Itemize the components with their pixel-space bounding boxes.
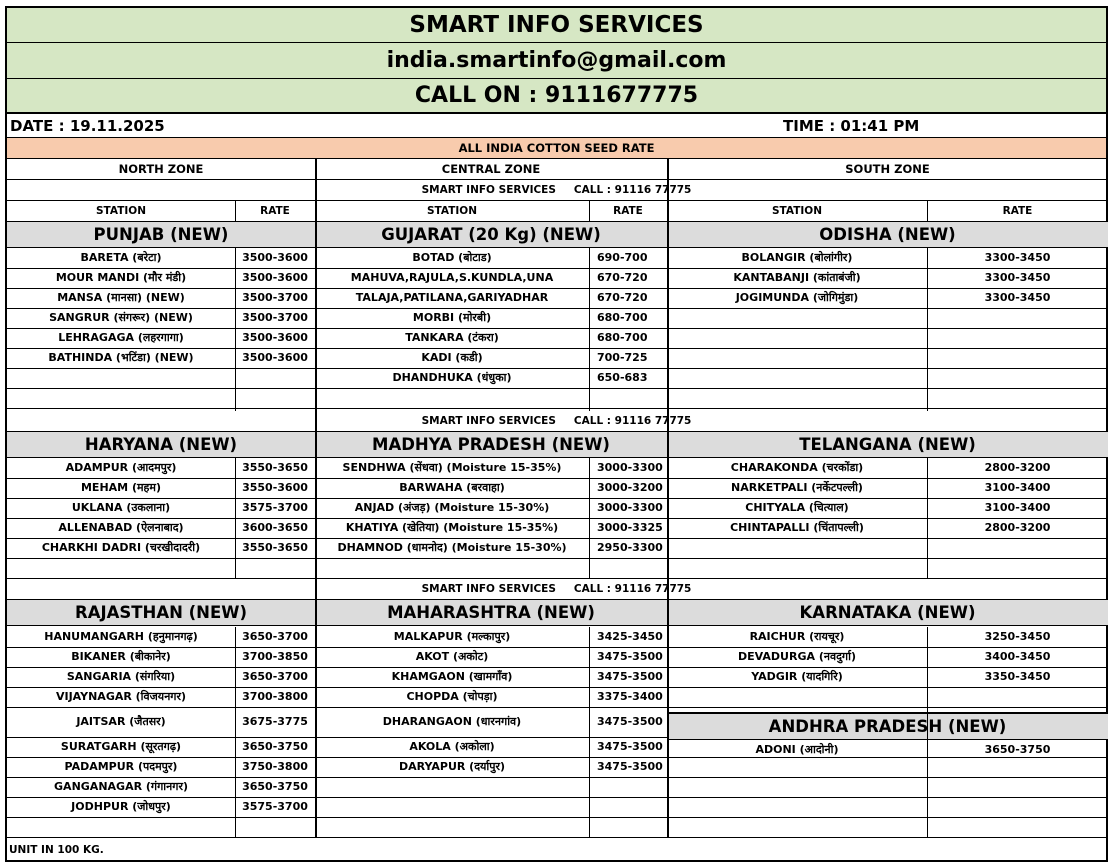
row-divider bbox=[7, 368, 1108, 369]
rate-value: 3300-3450 bbox=[984, 291, 1051, 304]
rate-value: 3000-3325 bbox=[597, 521, 663, 534]
rate-value: 3575-3700 bbox=[242, 501, 308, 514]
rate-value: 3350-3450 bbox=[984, 670, 1051, 683]
row-divider bbox=[7, 408, 1108, 409]
row-divider bbox=[7, 578, 1108, 579]
rate-value: 3475-3500 bbox=[597, 715, 663, 728]
station-name: DHAMNOD (धामनोद) (Moisture 15-30%) bbox=[337, 541, 567, 554]
rate-value: 3650-3700 bbox=[242, 630, 308, 643]
rate-value: 3500-3600 bbox=[242, 351, 308, 364]
station-name: CHOPDA (चोपड़ा) bbox=[406, 690, 498, 703]
rate-value: 3500-3600 bbox=[242, 271, 308, 284]
time-label: TIME : 01:41 PM bbox=[783, 117, 920, 135]
rate-value: 3650-3750 bbox=[984, 743, 1051, 756]
call-line: CALL ON : 9111677775 bbox=[7, 79, 1106, 114]
rate-value: 3475-3500 bbox=[597, 670, 663, 683]
banner-name: SMART INFO SERVICES bbox=[421, 415, 556, 427]
email-line: india.smartinfo@gmail.com bbox=[7, 43, 1106, 79]
state-heading: ODISHA (NEW) bbox=[667, 222, 1108, 248]
unit-note: UNIT IN 100 KG. bbox=[9, 844, 104, 856]
rate-value: 3475-3500 bbox=[597, 650, 663, 663]
station-name: BOLANGIR (बोलांगीर) bbox=[741, 251, 853, 264]
station-name: PADAMPUR (पदमपुर) bbox=[64, 760, 178, 773]
state-heading: ANDHRA PRADESH (NEW) bbox=[667, 712, 1108, 740]
station-name: MEHAM (महम) bbox=[80, 481, 161, 494]
rate-value: 3675-3775 bbox=[242, 715, 308, 728]
station-name: AKOT (अकोट) bbox=[415, 650, 489, 663]
state-heading: GUJARAT (20 Kg) (NEW) bbox=[315, 222, 667, 248]
rate-value: 3100-3400 bbox=[984, 501, 1051, 514]
row-divider bbox=[7, 777, 1108, 778]
station-name: TANKARA (टंकरा) bbox=[405, 331, 499, 344]
rate-value: 3575-3700 bbox=[242, 800, 308, 813]
row-divider bbox=[7, 707, 1108, 708]
station-name: LEHRAGAGA (लहरगागा) bbox=[58, 331, 184, 344]
row-divider bbox=[7, 538, 1108, 539]
row-divider bbox=[7, 288, 1108, 289]
rate-value: 3500-3600 bbox=[242, 331, 308, 344]
station-name: JODHPUR (जोधपुर) bbox=[71, 800, 171, 813]
row-divider bbox=[7, 268, 1108, 269]
state-heading: PUNJAB (NEW) bbox=[7, 222, 315, 248]
header-rate: RATE bbox=[260, 205, 290, 217]
state-heading: HARYANA (NEW) bbox=[7, 432, 315, 458]
rate-value: 670-720 bbox=[597, 291, 648, 304]
station-name: HANUMANGARH (हनुमानगढ़) bbox=[44, 630, 198, 643]
station-name: DHANDHUKA (धंधुका) bbox=[392, 371, 512, 384]
rate-value: 3700-3800 bbox=[242, 690, 308, 703]
header-rate: RATE bbox=[1002, 205, 1033, 217]
banner-name: SMART INFO SERVICES bbox=[421, 184, 556, 196]
station-name: MOUR MANDI (मौर मंडी) bbox=[55, 271, 187, 284]
state-heading: KARNATAKA (NEW) bbox=[667, 600, 1108, 626]
station-name: ADONI (आदोनी) bbox=[755, 743, 839, 756]
call-banner bbox=[7, 579, 1106, 600]
state-heading: MADHYA PRADESH (NEW) bbox=[315, 432, 667, 458]
rate-value: 3000-3200 bbox=[597, 481, 663, 494]
rate-value: 680-700 bbox=[597, 331, 648, 344]
rate-value: 3475-3500 bbox=[597, 740, 663, 753]
zone-north: NORTH ZONE bbox=[118, 162, 204, 176]
row-divider bbox=[7, 817, 1108, 818]
banner-name: SMART INFO SERVICES bbox=[421, 583, 556, 595]
rate-value: 3100-3400 bbox=[984, 481, 1051, 494]
row-divider bbox=[7, 797, 1108, 798]
date-time-row bbox=[7, 114, 1106, 138]
station-name: BARETA (बरेटा) bbox=[80, 251, 162, 264]
rate-value: 3375-3400 bbox=[597, 690, 663, 703]
station-name: MANSA (मानसा) (NEW) bbox=[57, 291, 185, 304]
rate-value: 3425-3450 bbox=[597, 630, 663, 643]
station-name: UKLANA (उकलाना) bbox=[71, 501, 171, 514]
station-name: BATHINDA (भटिंडा) (NEW) bbox=[48, 351, 194, 364]
station-name: MALKAPUR (मल्कापुर) bbox=[393, 630, 511, 643]
station-name: ANJAD (अंजड़) (Moisture 15-30%) bbox=[354, 501, 550, 514]
station-name: SENDHWA (सेंधवा) (Moisture 15-35%) bbox=[342, 461, 562, 474]
header-station: STATION bbox=[426, 205, 477, 217]
rate-value: 3000-3300 bbox=[597, 461, 663, 474]
station-name: BIKANER (बीकानेर) bbox=[71, 650, 171, 663]
row-divider bbox=[7, 388, 1108, 389]
row-divider bbox=[7, 498, 1108, 499]
rate-value: 3650-3750 bbox=[242, 740, 308, 753]
rate-value: 3550-3650 bbox=[242, 541, 308, 554]
station-name: BARWAHA (बरवाहा) bbox=[399, 481, 505, 494]
header-station: STATION bbox=[771, 205, 822, 217]
station-name: KHATIYA (खेतिया) (Moisture 15-35%) bbox=[345, 521, 559, 534]
header-station: STATION bbox=[95, 205, 146, 217]
rate-value: 3500-3700 bbox=[242, 291, 308, 304]
rate-value: 3750-3800 bbox=[242, 760, 308, 773]
column-divider bbox=[235, 248, 236, 411]
station-name: SANGARIA (संगरिया) bbox=[66, 670, 176, 683]
banner-call: CALL : 91116 77775 bbox=[573, 184, 692, 196]
station-name: GANGANAGAR (गंगानगर) bbox=[54, 780, 188, 793]
rate-value: 3650-3750 bbox=[242, 780, 308, 793]
station-name: CHINTAPALLI (चिंतापल्ली) bbox=[730, 521, 864, 534]
station-name: DEVADURGA (नवदुर्गा) bbox=[738, 650, 856, 663]
column-header-row bbox=[7, 201, 1106, 222]
column-divider bbox=[235, 201, 236, 222]
rate-sheet bbox=[5, 6, 1108, 862]
call-banner bbox=[7, 180, 1106, 201]
sheet-title: ALL INDIA COTTON SEED RATE bbox=[7, 138, 1106, 159]
station-name: SURATGARH (सूरतगढ़) bbox=[60, 740, 182, 753]
station-name: KANTABANJI (कांताबंजी) bbox=[733, 271, 861, 284]
column-divider bbox=[589, 248, 590, 411]
station-name: VIJAYNAGAR (विजयनगर) bbox=[55, 690, 187, 703]
station-name: AKOLA (अकोला) bbox=[409, 740, 495, 753]
station-name: ALLENABAD (ऐलनाबाद) bbox=[58, 521, 184, 534]
station-name: JOGIMUNDA (जोगिमुंडा) bbox=[735, 291, 859, 304]
station-name: NARKETPALI (नर्केटपल्ली) bbox=[731, 481, 863, 494]
station-name: JAITSAR (जैतसर) bbox=[76, 715, 166, 728]
row-divider bbox=[7, 478, 1108, 479]
rate-value: 3475-3500 bbox=[597, 760, 663, 773]
row-divider bbox=[7, 348, 1108, 349]
row-divider bbox=[7, 328, 1108, 329]
rate-value: 700-725 bbox=[597, 351, 648, 364]
column-divider bbox=[235, 627, 236, 837]
rate-value: 2950-3300 bbox=[597, 541, 663, 554]
rate-value: 3650-3700 bbox=[242, 670, 308, 683]
call-banner bbox=[7, 411, 1106, 432]
station-name: TALAJA,PATILANA,GARIYADHAR bbox=[355, 291, 549, 304]
column-divider bbox=[589, 627, 590, 837]
station-name: KADI (कडी) bbox=[421, 351, 483, 364]
rate-value: 3300-3450 bbox=[984, 271, 1051, 284]
rate-value: 690-700 bbox=[597, 251, 648, 264]
row-divider bbox=[7, 518, 1108, 519]
column-divider bbox=[927, 627, 928, 837]
column-divider bbox=[589, 201, 590, 222]
company-title: SMART INFO SERVICES bbox=[7, 8, 1106, 43]
banner-call: CALL : 91116 77775 bbox=[573, 415, 692, 427]
date-label: DATE : 19.11.2025 bbox=[10, 117, 165, 135]
station-name: ADAMPUR (आदमपुर) bbox=[65, 461, 177, 474]
column-divider bbox=[927, 201, 928, 222]
station-name: DHARANGAON (धारनगांव) bbox=[382, 715, 522, 728]
rate-value: 2800-3200 bbox=[984, 461, 1051, 474]
rate-value: 3600-3650 bbox=[242, 521, 308, 534]
row-divider bbox=[7, 667, 1108, 668]
zone-central: CENTRAL ZONE bbox=[441, 162, 541, 176]
row-divider bbox=[7, 558, 1108, 559]
rate-value: 680-700 bbox=[597, 311, 648, 324]
station-name: KHAMGAON (खामगाँव) bbox=[391, 670, 513, 683]
row-divider bbox=[7, 687, 1108, 688]
state-heading: MAHARASHTRA (NEW) bbox=[315, 600, 667, 626]
column-divider bbox=[927, 248, 928, 411]
station-name: MAHUVA,RAJULA,S.KUNDLA,UNA bbox=[350, 271, 554, 284]
rate-value: 3700-3850 bbox=[242, 650, 308, 663]
rate-value: 650-683 bbox=[597, 371, 648, 384]
rate-value: 3500-3600 bbox=[242, 251, 308, 264]
rate-value: 2800-3200 bbox=[984, 521, 1051, 534]
rate-value: 3400-3450 bbox=[984, 650, 1051, 663]
station-name: CHARAKONDA (चरकोंडा) bbox=[730, 461, 864, 474]
row-divider bbox=[7, 837, 1108, 838]
zone-south: SOUTH ZONE bbox=[845, 162, 930, 176]
rate-value: 3550-3650 bbox=[242, 461, 308, 474]
rate-value: 3250-3450 bbox=[984, 630, 1051, 643]
state-heading: TELANGANA (NEW) bbox=[667, 432, 1108, 458]
banner-call: CALL : 91116 77775 bbox=[573, 583, 692, 595]
station-name: CHARKHI DADRI (चरखीदादरी) bbox=[41, 541, 201, 554]
rate-value: 3550-3600 bbox=[242, 481, 308, 494]
station-name: YADGIR (यादगिरि) bbox=[751, 670, 843, 683]
state-heading: RAJASTHAN (NEW) bbox=[7, 600, 315, 626]
row-divider bbox=[7, 308, 1108, 309]
zone-header-row bbox=[7, 159, 1106, 180]
rate-value: 3300-3450 bbox=[984, 251, 1051, 264]
row-divider bbox=[7, 737, 667, 738]
station-name: MORBI (मोरबी) bbox=[412, 311, 492, 324]
rate-value: 3500-3700 bbox=[242, 311, 308, 324]
station-name: RAICHUR (रायचूर) bbox=[749, 630, 845, 643]
rate-value: 670-720 bbox=[597, 271, 648, 284]
station-name: BOTAD (बोटाड) bbox=[412, 251, 492, 264]
station-name: SANGRUR (संगरूर) (NEW) bbox=[49, 311, 193, 324]
station-name: CHITYALA (चित्याल) bbox=[745, 501, 849, 514]
row-divider bbox=[7, 647, 1108, 648]
header-rate: RATE bbox=[613, 205, 643, 217]
rate-value: 3000-3300 bbox=[597, 501, 663, 514]
row-divider bbox=[7, 757, 1108, 758]
station-name: DARYAPUR (दर्यापुर) bbox=[398, 760, 506, 773]
